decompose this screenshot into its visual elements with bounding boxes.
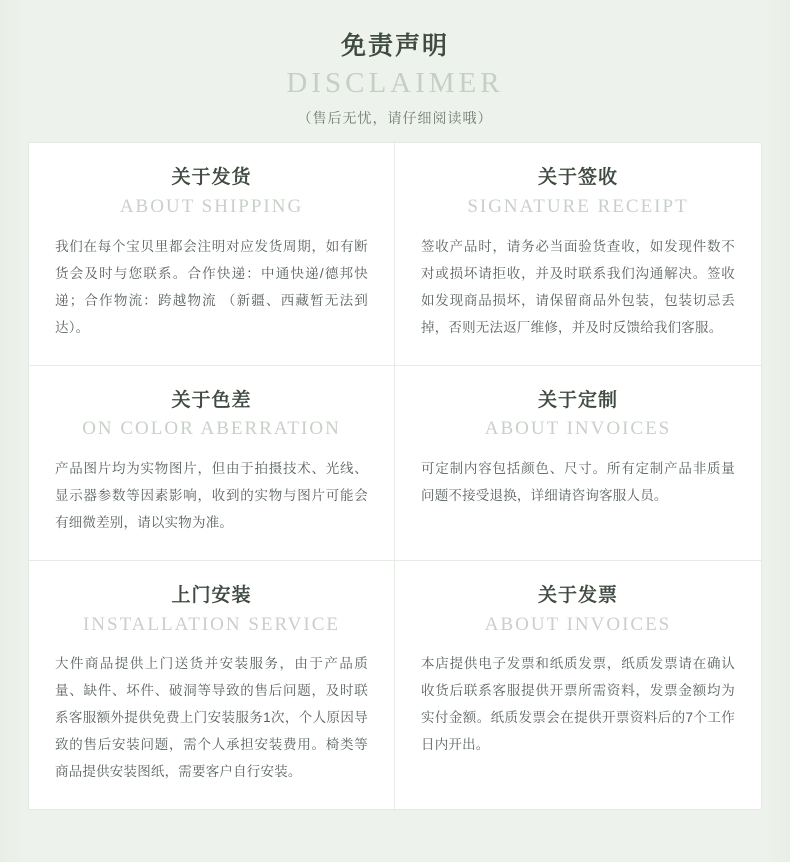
section-heading-en: ABOUT INVOICES: [484, 418, 672, 440]
section-heading-cn: 关于签收: [537, 167, 618, 189]
section-color-aberration: [29, 366, 395, 561]
section-installation-service: [29, 561, 395, 809]
section-body: 签收产品时，请务必当面验货查收，如发现件数不对或损坏请拒收，并及时联系我们沟通解决。签收如发现商品损坏，请保留商品外包装，包装切忌丢掉，否则无法返厂维修，并及时反馈给我们客服。: [421, 238, 735, 335]
section-body: 本店提供电子发票和纸质发票，纸质发票请在确认收货后联系客服提供开票所需资料，发票金额均为实付金额。纸质发票会在提供开票资料后的7个工作日内开出。: [421, 656, 735, 753]
section-heading-en: INSTALLATION SERVICE: [82, 613, 341, 635]
disclaimer-grid: [28, 142, 762, 810]
section-heading-cn: 关于色差: [171, 389, 252, 411]
page-title-en: DISCLAIMER: [286, 66, 504, 99]
page-header: [28, 0, 762, 142]
section-shipping: [29, 143, 395, 365]
section-body: 产品图片均为实物图片，但由于拍摄技术、光线、显示器参数等因素影响，收到的实物与图片可能会有细微差别，请以实物为准。: [55, 461, 368, 530]
section-heading-cn: 关于发货: [171, 167, 252, 189]
section-heading-cn: 上门安装: [171, 585, 252, 606]
section-heading-en: SIGNATURE RECEIPT: [467, 196, 689, 218]
page-subtitle: （售后无忧，请仔细阅读哦）: [297, 110, 493, 127]
section-body: 可定制内容包括颜色、尺寸。所有定制产品非质量问题不接受退换，详细请咨询客服人员。: [421, 461, 735, 503]
section-heading-en: ON COLOR ABERRATION: [82, 418, 341, 440]
section-heading-en: ABOUT SHIPPING: [119, 196, 304, 218]
page-title-cn: 免责声明: [340, 32, 449, 60]
section-heading-en: ABOUT INVOICES: [484, 613, 672, 635]
section-heading-cn: 关于定制: [537, 389, 618, 411]
section-signature-receipt: [395, 143, 761, 365]
section-heading-cn: 关于发票: [537, 585, 618, 606]
section-body: 我们在每个宝贝里都会注明对应发货周期，如有断货会及时与您联系。合作快递：中通快递/德邦快递；合作物流：跨越物流 （新疆、西藏暂无法到达）。: [55, 238, 368, 335]
section-customization: [395, 366, 761, 561]
section-invoices: [395, 561, 761, 809]
section-body: 大件商品提供上门送货并安装服务，由于产品质量、缺件、坏件、破洞等导致的售后问题，及时联系客服额外提供免费上门安装服务1次，个人原因导致的售后安装问题，需个人承担安装费用。椅类等商品提供安装图纸，需要客户自行安装。: [55, 656, 368, 780]
